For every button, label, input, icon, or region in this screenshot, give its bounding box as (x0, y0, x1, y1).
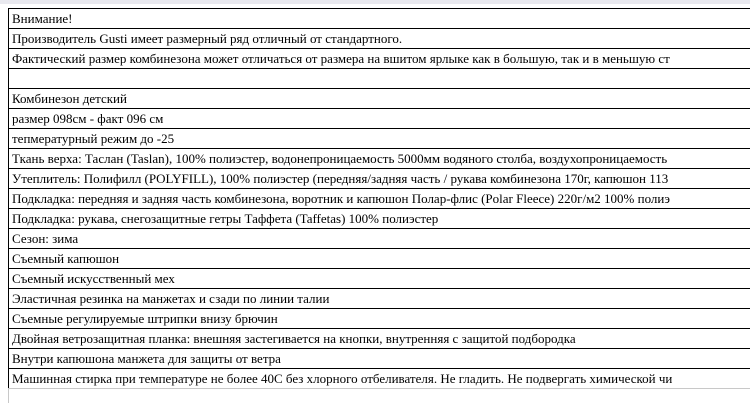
sheet-bottom-border (8, 388, 750, 389)
table-row (9, 329, 750, 349)
table-row (9, 309, 750, 329)
table-row (9, 349, 750, 369)
table-row (9, 49, 750, 69)
table-cell: Двойная ветрозащитная планка: внешняя застегивается на кнопки, внутренняя с защитой подбородка (9, 329, 750, 349)
table-row (9, 169, 750, 189)
table-cell: размер 098см - факт 096 см (9, 109, 750, 129)
table-row (9, 189, 750, 209)
table-row (9, 69, 750, 89)
table-cell: Внимание! (9, 9, 750, 29)
spec-table (8, 8, 750, 389)
table-cell: Съемный искусственный мех (9, 269, 750, 289)
table-cell: Фактический размер комбинезона может отличаться от размера на вшитом ярлыке как в большую, так и в меньшую ст (9, 49, 750, 69)
table-row (9, 109, 750, 129)
table-cell: Комбинезон детский (9, 89, 750, 109)
table-cell: Подкладка: рукава, снегозащитные гетры Таффета (Taffetas) 100% полиэстер (9, 209, 750, 229)
table-row (9, 269, 750, 289)
table-cell: Ткань верха: Таслан (Taslan), 100% полиэстер, водонепроницаемость 5000мм водяного столба, воздухопроницаемость (9, 149, 750, 169)
table-cell: Сезон: зима (9, 229, 750, 249)
table-cell: Съемный капюшон (9, 249, 750, 269)
table-row (9, 289, 750, 309)
table-row (9, 29, 750, 49)
table-cell: Производитель Gusti имеет размерный ряд отличный от стандартного. (9, 29, 750, 49)
table-row (9, 89, 750, 109)
table-row (9, 229, 750, 249)
table-row (9, 209, 750, 229)
table-cell: Утеплитель: Полифилл (POLYFILL), 100% полиэстер (передняя/задняя часть / рукава комбинезона 170г, капюшон 113 (9, 169, 750, 189)
table-cell: Машинная стирка при температуре не более 40С без хлорного отбеливателя. Не гладить. Не подвергать химической чи (9, 369, 750, 389)
table-row (9, 369, 750, 389)
empty-cell (9, 69, 750, 89)
table-cell: Съемные регулируемые штрипки внизу брючин (9, 309, 750, 329)
table-cell: Эластичная резинка на манжетах и сзади по линии талии (9, 289, 750, 309)
table-cell: тепмературный режим до -25 (9, 129, 750, 149)
table-row (9, 249, 750, 269)
table-row (9, 129, 750, 149)
table-row (9, 149, 750, 169)
table-row (9, 9, 750, 29)
table-cell: Подкладка: передняя и задняя часть комбинезона, воротник и капюшон Полар-флис (Polar Fleece) 220г/м2 100% полиэ (9, 189, 750, 209)
sheet-left-border (8, 388, 9, 403)
table-cell: Внутри капюшона манжета для защиты от ветра (9, 349, 750, 369)
top-strip (0, 0, 750, 4)
